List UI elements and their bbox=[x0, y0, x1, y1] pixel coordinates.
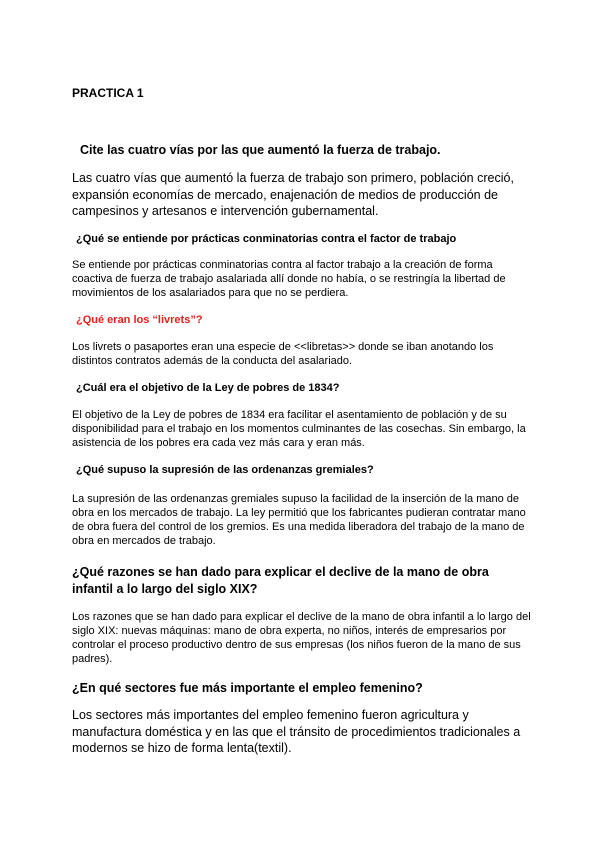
question-7: ¿En qué sectores fue más importante el empleo femenino? bbox=[72, 681, 423, 695]
question-3: ¿Qué eran los “livrets”? bbox=[76, 314, 203, 326]
answer-1: Las cuatro vías que aumentó la fuerza de trabajo son primero, población creció, expansión economías de mercado, enajenación de medios de producción de campesinos y artesanos e intervención gubernamental. bbox=[72, 171, 514, 218]
question-6: ¿Qué razones se han dado para explicar el declive de la mano de obra infantil a lo largo del siglo XIX? bbox=[72, 565, 489, 596]
page-title: PRACTICA 1 bbox=[72, 86, 144, 100]
answer-4: El objetivo de la Ley de pobres de 1834 era facilitar el asentamiento de población y de su disponibilidad para el trabajo en los momentos culminantes de las cosechas. Sin embargo, la asistencia de los pobres era cada vez más cara y eran más. bbox=[72, 409, 526, 449]
question-5: ¿Qué supuso la supresión de las ordenanzas gremiales? bbox=[76, 464, 374, 476]
question-4: ¿Cuál era el objetivo de la Ley de pobres de 1834? bbox=[76, 382, 340, 394]
answer-3: Los livrets o pasaportes eran una especie de <<libretas>> donde se iban anotando los distintos contratos además de la conducta del asalariado. bbox=[72, 341, 494, 367]
answer-2: Se entiende por prácticas conminatorias contra al factor trabajo a la creación de forma coactiva de fuerza de trabajo asalariada allí donde no había, o se restringía la libertad de movimientos de los asalariados para que no se perdiera. bbox=[72, 259, 506, 299]
answer-6: Los razones que se han dado para explicar el declive de la mano de obra infantil a lo largo del siglo XIX: nuevas máquinas: mano de obra experta, no niños, interés de empresarios por controlar el proceso productivo dentro de sus empresas (los niños fueron de la mano de sus padres). bbox=[72, 611, 531, 665]
answer-7: Los sectores más importantes del empleo femenino fueron agricultura y manufactura doméstica y en las que el tránsito de procedimientos tradicionales a modernos se hizo de forma lenta(textil). bbox=[72, 708, 521, 755]
question-1: Cite las cuatro vías por las que aumentó la fuerza de trabajo. bbox=[80, 143, 441, 157]
answer-5: La supresión de las ordenanzas gremiales supuso la facilidad de la inserción de la mano de obra en los mercados de trabajo. La ley permitió que los fabricantes pudieran contratar mano de obra fuera del control de los gremios. Es una medida liberadora del trabajo de la mano de obra en mercados de trabajo. bbox=[72, 493, 526, 547]
question-2: ¿Qué se entiende por prácticas conminatorias contra el factor de trabajo bbox=[76, 233, 457, 245]
